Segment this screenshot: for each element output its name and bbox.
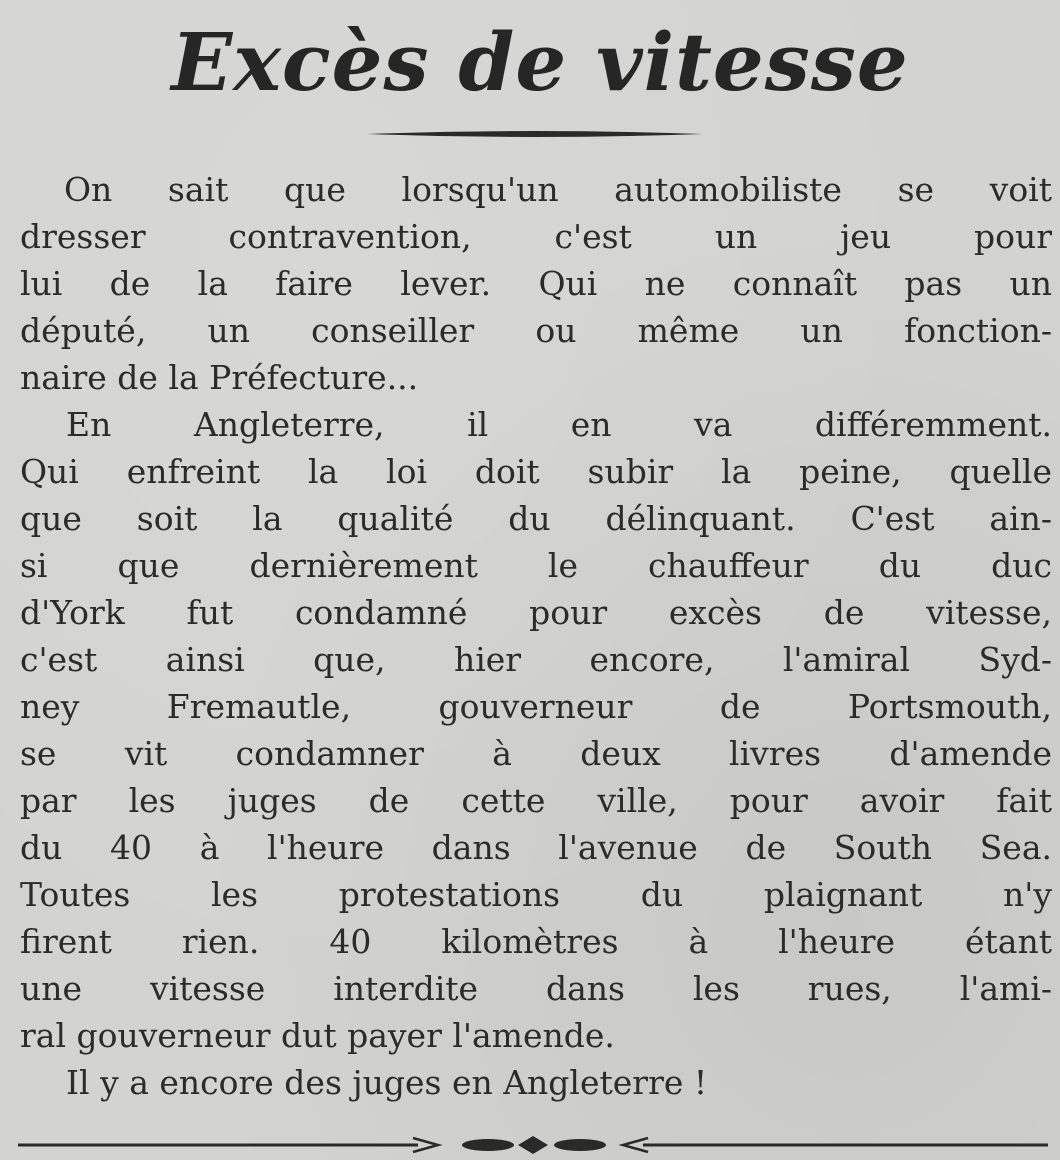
- title-divider: [365, 126, 705, 142]
- article-line: du 40 à l'heure dans l'avenue de South Sea.: [20, 828, 1052, 867]
- article-line: firent rien. 40 kilomètres à l'heure étant: [20, 922, 1052, 961]
- article-line: député, un conseiller ou même un fonction-: [20, 311, 1052, 350]
- article-line: En Angleterre, il en va différemment.: [66, 405, 1052, 444]
- article-line: ral gouverneur dut payer l'amende.: [20, 1016, 615, 1055]
- article-line: d'York fut condamné pour excès de vitesse,: [20, 593, 1052, 632]
- article-line: une vitesse interdite dans les rues, l'ami-: [20, 969, 1052, 1008]
- article-line: Qui enfreint la loi doit subir la peine, quelle: [20, 452, 1052, 491]
- article-line: si que dernièrement le chauffeur du duc: [20, 546, 1052, 585]
- article-line: dresser contravention, c'est un jeu pour: [20, 217, 1052, 256]
- article-line: naire de la Préfecture...: [20, 358, 419, 397]
- article-line: que soit la qualité du délinquant. C'est ain-: [20, 499, 1052, 538]
- article-body: [20, 166, 1052, 1106]
- article-line: se vit condamner à deux livres d'amende: [20, 734, 1052, 773]
- article-line: Toutes les protestations du plaignant n'y: [20, 875, 1052, 914]
- end-ornament: [18, 1134, 1048, 1156]
- article-title: Excès de vitesse: [171, 15, 909, 109]
- article-line: c'est ainsi que, hier encore, l'amiral Syd-: [20, 640, 1052, 679]
- article-line: ney Fremautle, gouverneur de Portsmouth,: [20, 687, 1052, 726]
- article-line: Il y a encore des juges en Angleterre !: [66, 1063, 708, 1102]
- article-line: lui de la faire lever. Qui ne connaît pas un: [20, 264, 1052, 303]
- article-line: On sait que lorsqu'un automobiliste se voit: [64, 170, 1052, 209]
- article-line: par les juges de cette ville, pour avoir fait: [20, 781, 1052, 820]
